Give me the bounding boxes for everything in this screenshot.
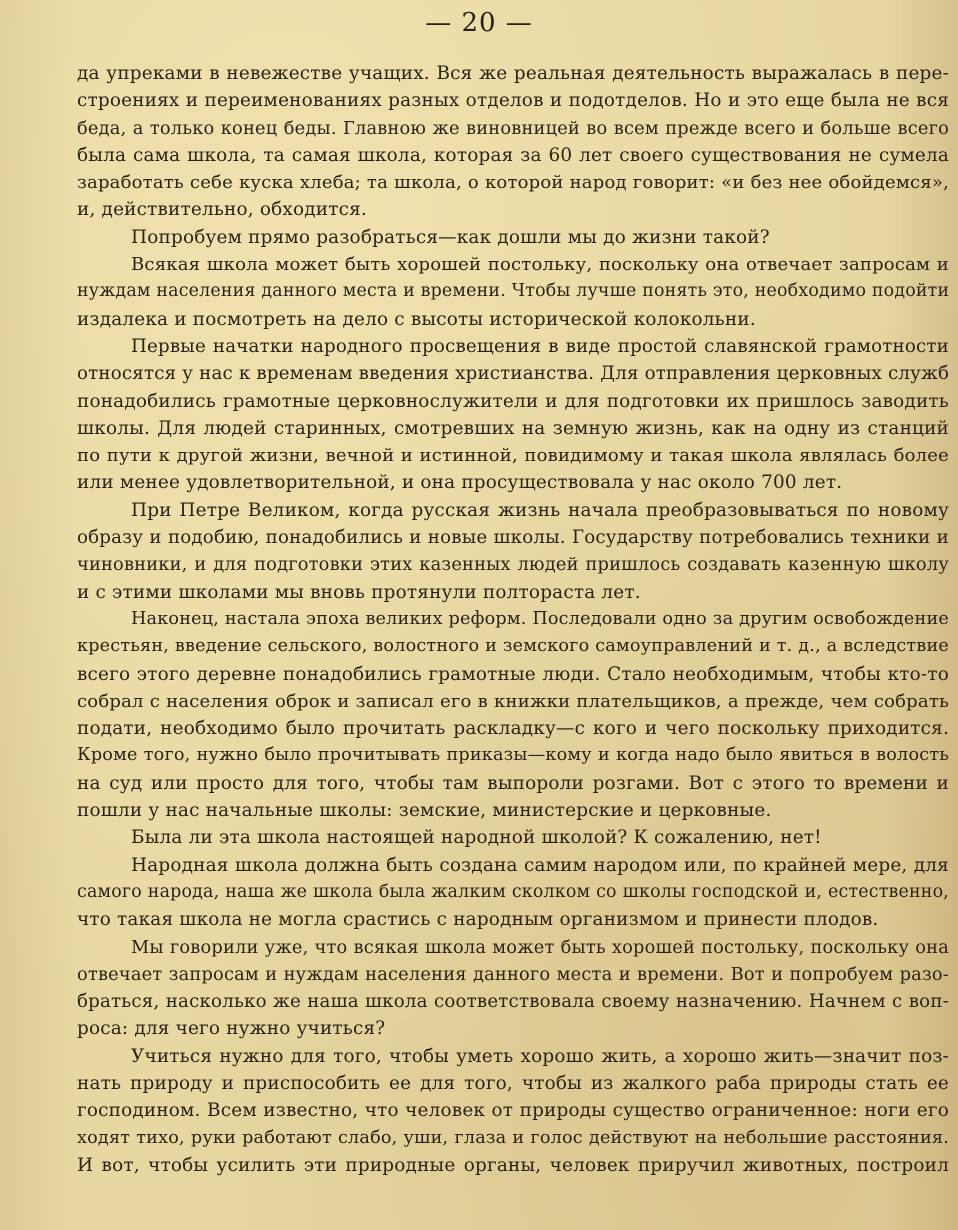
text-line: Всякая школа может быть хорошей постольку, поскольку она отвечает запросам и [131, 254, 949, 276]
text-line: отвечает запросам и нуждам населения данного места и времени. Вот и попробуем разо- [77, 963, 949, 985]
text-line: издалека и посмотреть на дело с высоты исторической колокольни. [77, 308, 756, 330]
text-line: школы. Для людей старинных, смотревших на земную жизнь, как на одну из станций [77, 417, 949, 439]
text-line: чиновники, и для подготовки этих казенных людей пришлось создавать казенную школу [77, 554, 949, 576]
text-line: Попробуем прямо разобраться—как дошли мы до жизни такой? [131, 226, 770, 248]
text-line: или менее удовлетворительной, и она просуществовала у нас около 700 лет. [77, 472, 843, 494]
text-line: строениях и переименованиях разных отделов и подотделов. Но и это еще была не вся [77, 90, 949, 112]
text-line: была сама школа, та самая школа, которая за 60 лет своего существования не сумела [77, 144, 949, 166]
text-line: пошли у нас начальные школы: земские, министерские и церковные. [77, 800, 772, 822]
text-line: При Петре Великом, когда русская жизнь начала преобразовываться по новому [131, 499, 949, 521]
text-line: подати, необходимо было прочитать раскладку—с кого и чего поскольку приходится. [77, 718, 949, 740]
text-line: на суд или просто для того, чтобы там выпороли розгами. Вот с этого то времени и [77, 772, 949, 794]
text-line: да упреками в невежестве учащих. Вся же реальная деятельность выражалась в пере- [77, 63, 949, 84]
text-line: нать природу и приспособить ее для того, чтобы из жалкого раба природы стать ее [77, 1072, 949, 1094]
text-line: беда, а только конец беды. Главною же виновницей во всем прежде всего и больше всего [77, 117, 949, 139]
text-line: браться, насколько же наша школа соответствовала своему назначению. Начнем с воп- [77, 991, 949, 1013]
text-line: и, действительно, обходится. [77, 199, 367, 221]
page-number: — 20 — [425, 8, 533, 38]
text-line: образу и подобию, понадобились и новые школы. Государству потребовались техники и [77, 527, 949, 549]
text-line: Народная школа должна быть создана самим народом или, по крайней мере, для [131, 854, 949, 876]
text-line: понадобились грамотные церковнослужители и для подготовки их пришлось заводить [77, 390, 949, 412]
text-line: что такая школа не могла срастись с народным организмом и принести плодов. [77, 909, 879, 931]
text-line: Учиться нужно для того, чтобы уметь хорошо жить, а хорошо жить—значит поз- [131, 1045, 949, 1067]
text-line: по пути к другой жизни, вечной и истинной, повидимому и такая школа являлась более [77, 445, 949, 467]
text-line: крестьян, введение сельского, волостного и земского самоуправлений и т. д., а вследствие [77, 636, 949, 657]
text-line: нуждам населения данного места и времени. Чтобы лучше понять это, необходимо подойти [77, 281, 949, 302]
body-text [77, 60, 949, 1179]
text-line: относятся у нас к временам введения христианства. Для отправления церковных служб [77, 363, 949, 385]
text-line: собрал с населения оброк и записал его в книжки плательщиков, а прежде, чем собрать [77, 690, 949, 712]
text-line: Кроме того, нужно было прочитывать приказы—кому и когда надо было явиться в волость [77, 745, 949, 766]
text-line: и с этими школами мы вновь протянули полтораста лет. [77, 581, 641, 603]
text-line: господином. Всем известно, что человек от природы существо ограниченное: ноги его [77, 1100, 949, 1122]
text-line: Мы говорили уже, что всякая школа может быть хорошей постольку, поскольку она [131, 936, 949, 958]
text-line: Наконец, настала эпоха великих реформ. Последовали одно за другим освобождение [131, 608, 949, 629]
text-line: самого народа, наша же школа была жалким сколком со школы господской и, естественно, [77, 881, 949, 902]
text-line: роса: для чего нужно учиться? [77, 1018, 386, 1040]
text-line: Была ли эта школа настоящей народной школой? К сожалению, нет! [131, 827, 822, 849]
text-line: всего этого деревне понадобились грамотные люди. Стало необходимым, чтобы кто-то [77, 663, 949, 685]
text-line: Первые начатки народного просвещения в виде простой славянской грамотности [131, 335, 949, 357]
text-line: заработать себе куска хлеба; та школа, о которой народ говорит: «и без нее обойдемся», [77, 172, 949, 194]
text-line: ходят тихо, руки работают слабо, уши, глаза и голос действуют на небольшие расстояния. [77, 1127, 949, 1148]
text-line: И вот, чтобы усилить эти природные органы, человек приручил животных, построил [77, 1154, 949, 1176]
